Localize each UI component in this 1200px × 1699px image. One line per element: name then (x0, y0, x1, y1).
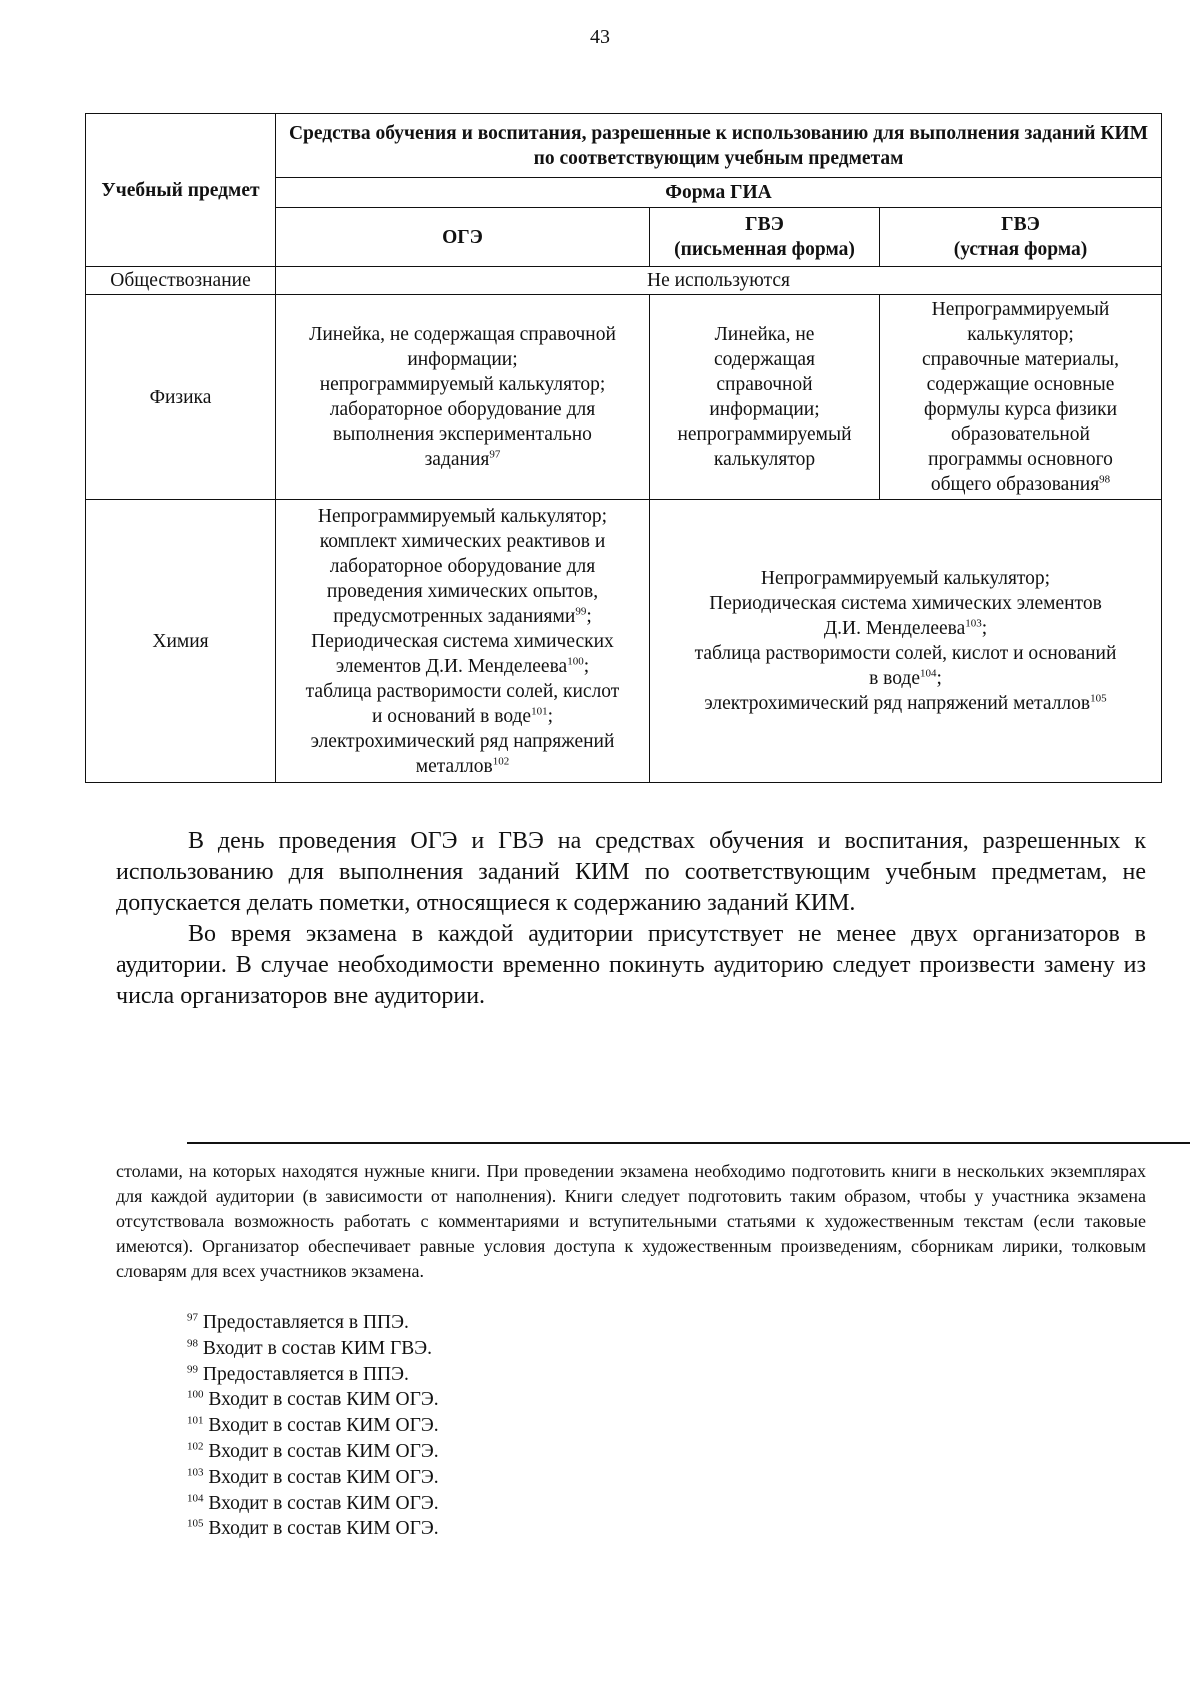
cell-line: Непрограммируемый калькулятор; (317, 505, 608, 527)
cell-line: общего образования (930, 474, 1100, 495)
footnote-ref[interactable]: 104 (920, 667, 937, 680)
paragraph: В день проведения ОГЭ и ГВЭ на средствах обучения и воспитания, разрешенных к использованию для выполнения заданий КИМ по соответствующим учебным предметам, не допускается делать пометки, относящиеся к содержанию заданий КИМ. (116, 828, 1146, 916)
footnote-item (187, 1516, 439, 1542)
header-subject: Учебный предмет (86, 114, 276, 267)
cell-line: Линейка, не (714, 324, 815, 345)
physics-gve-oral-cell (880, 295, 1162, 500)
cell-line: Д.И. Менделеева (823, 618, 966, 639)
footnote-ref[interactable]: 99 (575, 605, 587, 617)
cell-line: справочные материалы, (922, 349, 1119, 370)
footnote-list (187, 1310, 439, 1542)
header-oge: ОГЭ (276, 208, 650, 267)
cell-line: информации; (407, 349, 518, 370)
cell-line: элементов Д.И. Менделеева (335, 655, 568, 677)
header-gve-written-l1: ГВЭ (745, 214, 784, 235)
subject-cell: Химия (86, 500, 276, 783)
table-row (86, 295, 1162, 500)
subject-cell: Физика (86, 295, 276, 500)
cell-line: проведения химических опытов, (326, 580, 599, 602)
header-form-gia: Форма ГИА (276, 178, 1162, 208)
cell-line: Периодическая система химических (311, 630, 614, 652)
cell-line: и оснований в воде (371, 705, 532, 727)
footnote-item (187, 1362, 439, 1388)
cell-line: программы основного (928, 449, 1113, 470)
footnote-ref[interactable]: 103 (965, 617, 982, 630)
table-row (86, 267, 1162, 295)
cell-line: содержащая (714, 349, 815, 370)
footnote-item (187, 1336, 439, 1362)
footnote-number: 103 (187, 1466, 204, 1479)
exam-means-table (85, 113, 1162, 783)
footnote-ref[interactable]: 98 (1099, 473, 1111, 486)
cell-line: металлов (415, 755, 493, 777)
cell-line: электрохимический ряд напряжений (310, 730, 615, 752)
footnote-separator (187, 1142, 1190, 1144)
body-text (116, 826, 1146, 1012)
footnote-text: Входит в состав КИМ ОГЭ. (203, 1518, 439, 1540)
header-gve-oral (880, 208, 1162, 267)
footnote-number: 105 (187, 1517, 204, 1530)
cell-line: лабораторное оборудование для (329, 555, 596, 577)
header-gve-written (650, 208, 880, 267)
footnote-number: 100 (187, 1388, 204, 1401)
footnote-text: Предоставляется в ППЭ. (198, 1363, 409, 1385)
footnote-text: Входит в состав КИМ ОГЭ. (203, 1415, 439, 1437)
cell-line: задания (424, 449, 490, 470)
footnote-text: Входит в состав КИМ ОГЭ. (203, 1389, 439, 1411)
chemistry-oge-cell: Непрограммируемый калькулятор; комплект химических реактивов и лабораторное оборудование для проведения химических опытов, предусмотренных заданиями$^{99}$; Периодическая система химических элементов Д.И. Менделеева$^{100}$; таблица растворимости солей, кислот и оснований в воде$^{101}$; электрохимический ряд напряжений металлов$^{102}$ (276, 500, 650, 783)
cell-line: Непрограммируемый калькулятор; (760, 568, 1051, 589)
cell-line: образовательной (951, 424, 1090, 445)
cell-line: калькулятор (713, 449, 816, 470)
cell-line: содержащие основные (926, 374, 1115, 395)
footnote-number: 102 (187, 1440, 204, 1453)
cell-line: таблица растворимости солей, кислот (305, 680, 620, 702)
footnote-text: Входит в состав КИМ ОГЭ. (203, 1440, 439, 1462)
footnote-text: Входит в состав КИМ ГВЭ. (198, 1337, 433, 1359)
means-cell: Не используются (276, 267, 1162, 295)
cell-line: электрохимический ряд напряжений металлов (704, 693, 1091, 714)
footnote-item (187, 1310, 439, 1336)
footnote-number: 97 (187, 1311, 198, 1324)
physics-gve-written-cell (650, 295, 880, 500)
chemistry-gve-cell: Непрограммируемый калькулятор; Периодическая система химических элементов Д.И. Менделеева$^{103}$; таблица растворимости солей, кислот и оснований в воде$^{104}$; электрохимический ряд напряжений металлов$^{105}$ (650, 500, 1162, 783)
header-gve-written-l2: (письменная форма) (674, 239, 855, 260)
table-row (86, 500, 1162, 783)
footnote-number: 99 (187, 1363, 198, 1376)
footnote-number: 104 (187, 1492, 204, 1505)
footnote-text: Входит в состав КИМ ОГЭ. (203, 1492, 439, 1514)
cell-line: непрограммируемый (677, 424, 852, 445)
cell-line: формулы курса физики (923, 399, 1118, 420)
cell-line: информации; (709, 399, 820, 420)
cell-line: Линейка, не содержащая справочной (309, 324, 616, 345)
footnote-item (187, 1439, 439, 1465)
footnote-number: 101 (187, 1414, 204, 1427)
cell-line: Непрограммируемый (931, 299, 1110, 320)
physics-oge-cell (276, 295, 650, 500)
footnote-text: Входит в состав КИМ ОГЭ. (203, 1466, 439, 1488)
footnote-continuation: столами, на которых находятся нужные книги. При проведении экзамена необходимо подготовить книги в нескольких экземплярах для каждой аудитории (в зависимости от наполнения). Книги следует подготовить таким образом, чтобы у участника экзамена отсутствовала возможность работать с комментариями и вступительными статьями к художественным текстам (если таковые имеются). Организатор обеспечивает равные условия доступа к художественным произведениям, сборникам лирики, толковым словарям для всех участников экзамена. (116, 1161, 1146, 1281)
paragraph: Во время экзамена в каждой аудитории присутствует не менее двух организаторов в аудитории. В случае необходимости временно покинуть аудиторию следует произвести замену из числа организаторов вне аудитории. (116, 921, 1146, 1009)
footnote-item (187, 1491, 439, 1517)
footnote-ref[interactable]: 101 (531, 705, 548, 717)
subject-cell: Обществознание (86, 267, 276, 295)
footnote-ref[interactable]: 102 (492, 755, 510, 767)
footnote-ref[interactable]: 100 (567, 655, 584, 667)
header-means: Средства обучения и воспитания, разрешенные к использованию для выполнения заданий КИМ по соответствующим учебным предметам (276, 114, 1162, 178)
page-number: 43 (590, 26, 610, 48)
cell-line: справочной (716, 374, 813, 395)
cell-line: лабораторное оборудование для (329, 399, 596, 420)
footnote-ref[interactable]: 97 (489, 448, 501, 461)
cell-line: предусмотренных заданиями (333, 605, 576, 627)
cell-line: выполнения экспериментально (333, 424, 592, 445)
footnote-item (187, 1413, 439, 1439)
cell-line: калькулятор; (967, 324, 1074, 345)
footnote-ref[interactable]: 105 (1090, 692, 1107, 705)
footnote-text: Предоставляется в ППЭ. (198, 1312, 409, 1333)
cell-line: таблица растворимости солей, кислот и оснований (694, 643, 1117, 664)
footnote-item (187, 1465, 439, 1491)
footnote-number: 98 (187, 1337, 198, 1350)
footnote-item (187, 1387, 439, 1413)
header-gve-oral-l2: (устная форма) (953, 239, 1088, 260)
cell-line: в воде (869, 668, 920, 689)
cell-line: Периодическая система химических элементов (709, 593, 1102, 614)
cell-line: непрограммируемый калькулятор; (319, 374, 606, 395)
header-gve-oral-l1: ГВЭ (1001, 214, 1040, 235)
cell-line: комплект химических реактивов и (319, 530, 606, 552)
